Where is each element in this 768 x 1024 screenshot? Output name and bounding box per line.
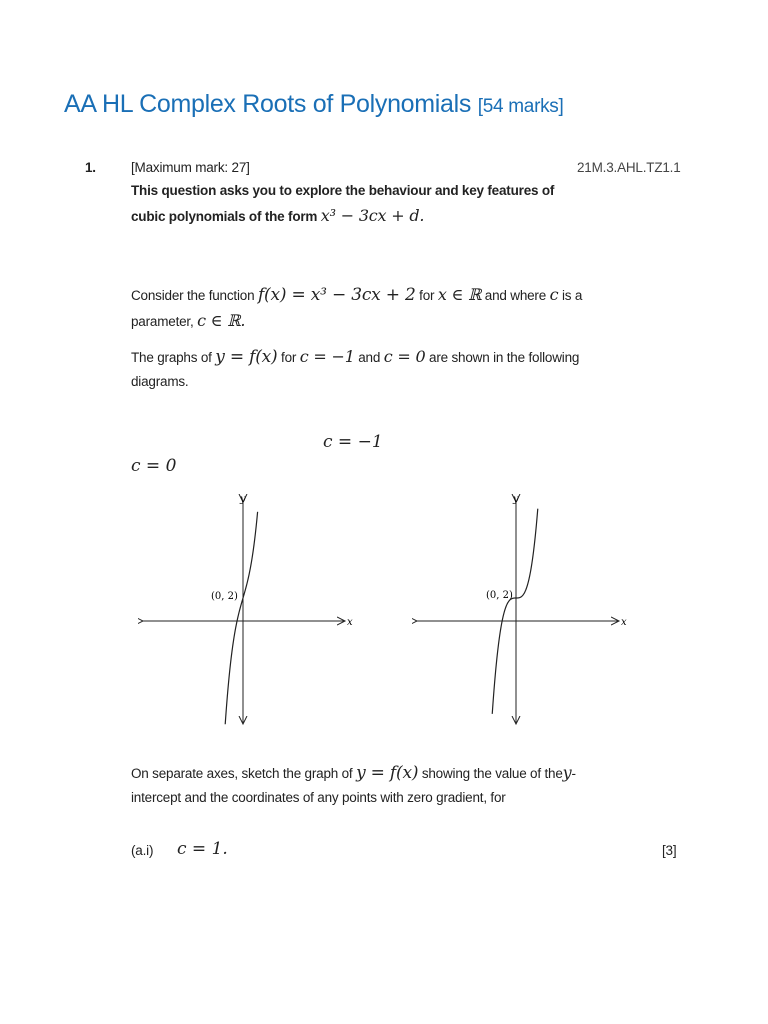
max-mark: [Maximum mark: 27] [131,160,250,175]
consider-and: and where [484,288,547,303]
consider-c: c [549,285,559,304]
graphs-and: and [358,350,381,365]
intro-math: x³ − 3cx + d. [320,206,425,225]
graphs-line [131,347,579,367]
graphs-equation: y = f(x) [215,347,278,367]
graph-c-minus-one [138,494,360,728]
sketch-dash: - [571,766,576,781]
graphs-c-minus-one: c = −1 [299,347,355,366]
graph-label-c-minus-one: c = −1 [323,432,383,452]
parameter-text: parameter, [131,314,194,329]
intercept-label: (0, 2) [486,590,513,601]
intro-line-2 [131,206,424,225]
cubic-curve [225,512,257,724]
x-axis-label: x [347,617,353,628]
consider-isa: is a [561,288,583,303]
y-axis-label: y [513,494,519,505]
graphs-prefix: The graphs of [131,350,212,365]
sketch-equation: y = f(x) [356,763,419,783]
part-math: c = 1. [177,839,228,859]
sketch-line [131,763,576,783]
intro-line-1: This question asks you to explore the behaviour and key features of [131,183,555,198]
page-title-text: AA HL Complex Roots of Polynomials [64,90,472,118]
parameter-line [131,311,245,330]
cubic-curve [492,509,538,714]
graph-c-zero [412,494,634,728]
intercept-label: (0, 2) [211,591,238,602]
graphs-line-2: diagrams. [131,374,189,389]
graphs-suffix: are shown in the following [429,350,580,365]
sketch-line-2: intercept and the coordinates of any points with zero gradient, for [131,790,506,805]
x-axis-label: x [621,617,627,628]
page-total-marks: [54 marks] [477,96,564,117]
consider-domain: x ∈ ℝ [437,285,482,304]
consider-function: f(x) = x³ − 3cx + 2 [257,285,416,305]
sketch-y: y [562,763,572,782]
graph-label-c-zero: c = 0 [131,456,177,476]
sketch-prefix: On separate axes, sketch the graph of [131,766,353,781]
consider-prefix: Consider the function [131,288,255,303]
sketch-mid: showing the value of the [421,766,563,781]
part-marks: [3] [662,843,677,858]
question-code: 21M.3.AHL.TZ1.1 [577,160,681,175]
part-label: (a.i) [131,843,154,858]
page-title [64,90,563,119]
consider-for: for [419,288,435,303]
question-number: 1. [85,160,96,175]
parameter-math: c ∈ ℝ. [197,311,246,330]
consider-line [131,285,582,305]
graphs-c-zero: c = 0 [383,347,426,366]
intro-line-2-text: cubic polynomials of the form [131,209,318,224]
y-axis-label: y [240,494,246,505]
graphs-for: for [281,350,297,365]
